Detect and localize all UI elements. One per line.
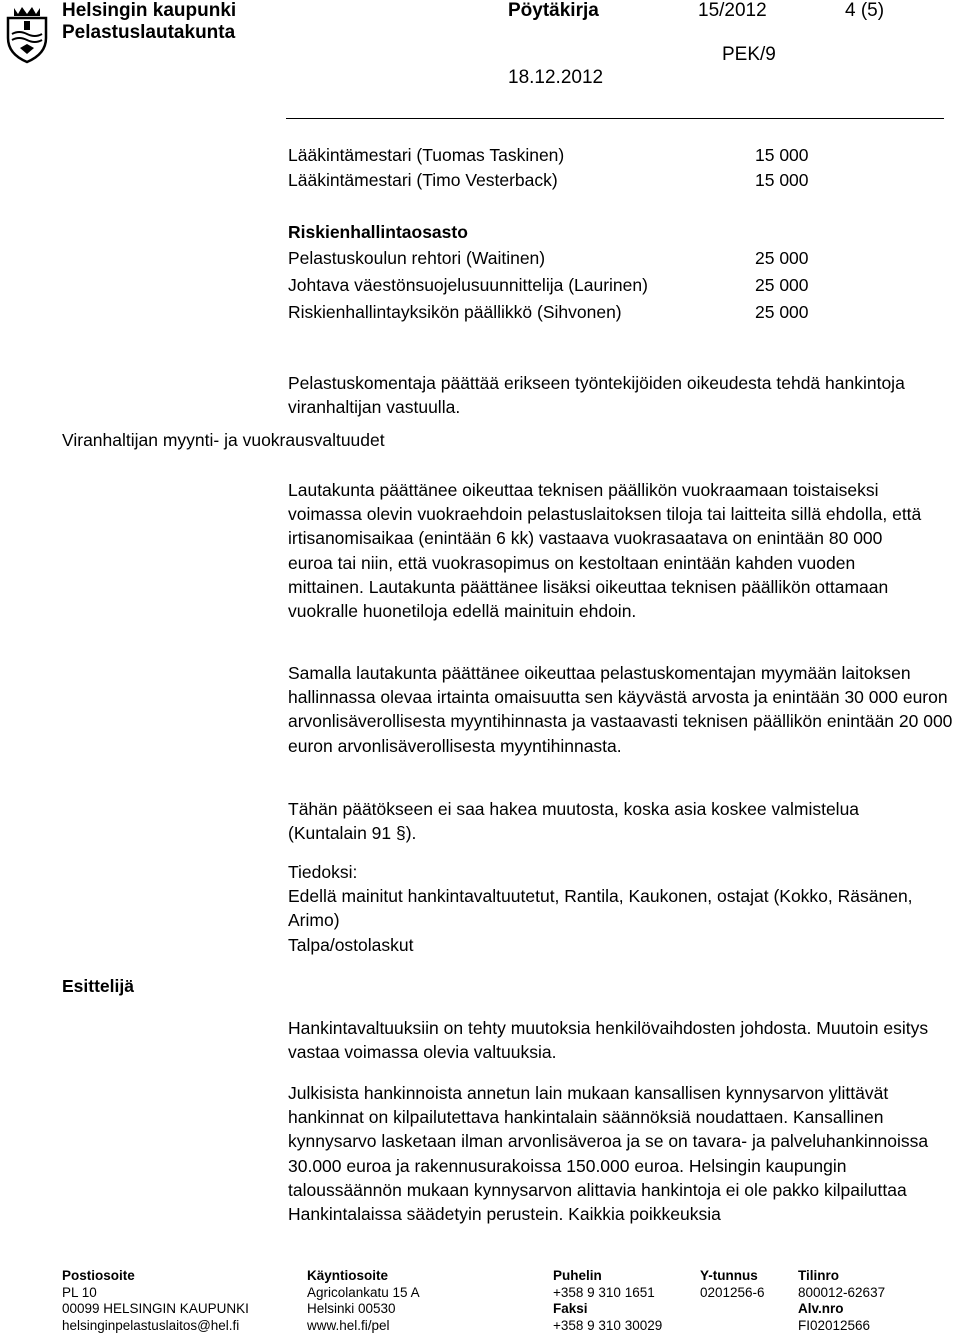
footer-account-heading: Tilinro bbox=[798, 1268, 885, 1285]
appeal-paragraph: Tähän päätökseen ei saa hakea muutosta, koska asia koskee valmistelua (Kuntalain 91 §). bbox=[288, 797, 868, 845]
footer-account bbox=[798, 1268, 885, 1334]
footer-visit-line1: Agricolankatu 15 A bbox=[307, 1285, 420, 1302]
amount-value: 25 000 bbox=[755, 275, 809, 296]
footer-fax-number: +358 9 310 30029 bbox=[553, 1318, 662, 1334]
footer-phone-heading: Puhelin bbox=[553, 1268, 662, 1285]
footer-visit bbox=[307, 1268, 420, 1334]
footer-visit-web[interactable]: www.hel.fi/pel bbox=[307, 1318, 420, 1334]
header-divider bbox=[286, 118, 944, 119]
footer-visit-heading: Käyntiosoite bbox=[307, 1268, 420, 1285]
footer-ytunnus-value: 0201256-6 bbox=[700, 1285, 765, 1302]
amount-label: Lääkintämestari (Timo Vesterback) bbox=[288, 170, 558, 190]
header-page: 4 (5) bbox=[845, 0, 884, 22]
changes-paragraph: Hankintavaltuuksiin on tehty muutoksia henkilövaihdosten johdosta. Muutoin esitys vastaa voimassa olevia valtuuksia. bbox=[288, 1016, 948, 1064]
amount-value: 25 000 bbox=[755, 302, 809, 323]
amount-row bbox=[288, 302, 848, 323]
amount-value: 15 000 bbox=[755, 145, 809, 166]
footer-fax-heading: Faksi bbox=[553, 1301, 662, 1318]
amount-row bbox=[288, 275, 848, 296]
footer-postal-line1: PL 10 bbox=[62, 1285, 249, 1302]
amount-label: Lääkintämestari (Tuomas Taskinen) bbox=[288, 145, 564, 165]
header-org: Helsingin kaupunki bbox=[62, 0, 236, 22]
side-label-presenter: Esittelijä bbox=[62, 976, 134, 997]
header-doc-no: 15/2012 bbox=[698, 0, 767, 22]
helsinki-crest-logo bbox=[4, 4, 50, 64]
footer-vat-heading: Alv.nro bbox=[798, 1301, 885, 1318]
footer-visit-line2: Helsinki 00530 bbox=[307, 1301, 420, 1318]
footer-ytunnus-heading: Y-tunnus bbox=[700, 1268, 765, 1285]
footer-postal-heading: Postiosoite bbox=[62, 1268, 249, 1285]
sale-paragraph: Samalla lautakunta päättänee oikeuttaa pelastuskomentajan myymään laitoksen hallinnassa olevaa irtainta omaisuutta sen käyvästä arvosta ja enintään 30 000 euron arvonlisäverollisesta myyntihinnasta ja vastaavasti teknisen päällikön enintään 20 000 euron arvonlisäverollisesta myyntihinnasta. bbox=[288, 661, 953, 758]
header-case: PEK/9 bbox=[722, 44, 776, 66]
amount-row bbox=[288, 170, 848, 191]
amount-row bbox=[288, 145, 848, 166]
tiedoksi-label: Tiedoksi: bbox=[288, 860, 948, 884]
risk-heading: Riskienhallintaosasto bbox=[288, 222, 848, 243]
footer-ytunnus bbox=[700, 1268, 765, 1301]
footer-phone-number: +358 9 310 1651 bbox=[553, 1285, 662, 1302]
footer-vat-value: FI02012566 bbox=[798, 1318, 885, 1334]
amount-label: Johtava väestönsuojelusuunnittelija (Laurinen) bbox=[288, 275, 648, 295]
commander-paragraph: Pelastuskomentaja päättää erikseen työntekijöiden oikeudesta tehdä hankintoja viranhaltijan vastuulla. bbox=[288, 371, 938, 419]
amount-value: 15 000 bbox=[755, 170, 809, 191]
tiedoksi-ostolaskut: Talpa/ostolaskut bbox=[288, 933, 948, 957]
footer-postal-email[interactable]: helsinginpelastuslaitos@hel.fi bbox=[62, 1318, 249, 1334]
amount-label: Riskienhallintayksikön päällikkö (Sihvonen) bbox=[288, 302, 622, 322]
law-paragraph: Julkisista hankinnoista annetun lain mukaan kansallisen kynnysarvon ylittävät hankinnat on kilpailutettava hankintalain säännöksiä noudattaen. Kansallinen kynnysarvo lasketaan ilman arvonlisäveroa ja se on tavara- ja palveluhankinnoissa 30.000 euroa ja rakennusurakoissa 150.000 euroa. Helsingin kaupungin taloussäännön mukaan kynnysarvon alittavia hankintoja ei ole pakko kilpailuttaa Hankintalaissa säädetyin perustein. Kaikkia poikkeuksia bbox=[288, 1081, 953, 1226]
header-unit: Pelastuslautakunta bbox=[62, 22, 235, 44]
header-doc-type: Pöytäkirja bbox=[508, 0, 599, 22]
footer-postal bbox=[62, 1268, 249, 1334]
side-label-rent: Viranhaltijan myynti- ja vuokrausvaltuudet bbox=[62, 430, 385, 451]
tiedoksi-recipients: Edellä mainitut hankintavaltuutetut, Rantila, Kaukonen, ostajat (Kokko, Räsänen, Arimo) bbox=[288, 884, 943, 932]
amount-row bbox=[288, 248, 848, 269]
footer-account-value: 800012-62637 bbox=[798, 1285, 885, 1302]
amount-label: Pelastuskoulun rehtori (Waitinen) bbox=[288, 248, 545, 268]
rent-paragraph: Lautakunta päättänee oikeuttaa teknisen päällikön vuokraamaan toistaiseksi voimassa olevin vuokraehdoin pelastuslaitoksen tiloja tai laitteita sillä ehdolla, että irtisanomisaikaa (enintään 6 kk) vastaava vuokrasaatava on enintään 80 000 euroa tai niin, että vuokrasopimus on kestoltaan enintään kahden vuoden mittainen. Lautakunta päättänee lisäksi oikeuttaa teknisen päällikön ottamaan vuokralle huonetiloja edellä mainituin ehdoin. bbox=[288, 478, 928, 623]
footer-postal-line2: 00099 HELSINGIN KAUPUNKI bbox=[62, 1301, 249, 1318]
amount-value: 25 000 bbox=[755, 248, 809, 269]
header-date: 18.12.2012 bbox=[508, 67, 603, 89]
footer-phone bbox=[553, 1268, 662, 1334]
